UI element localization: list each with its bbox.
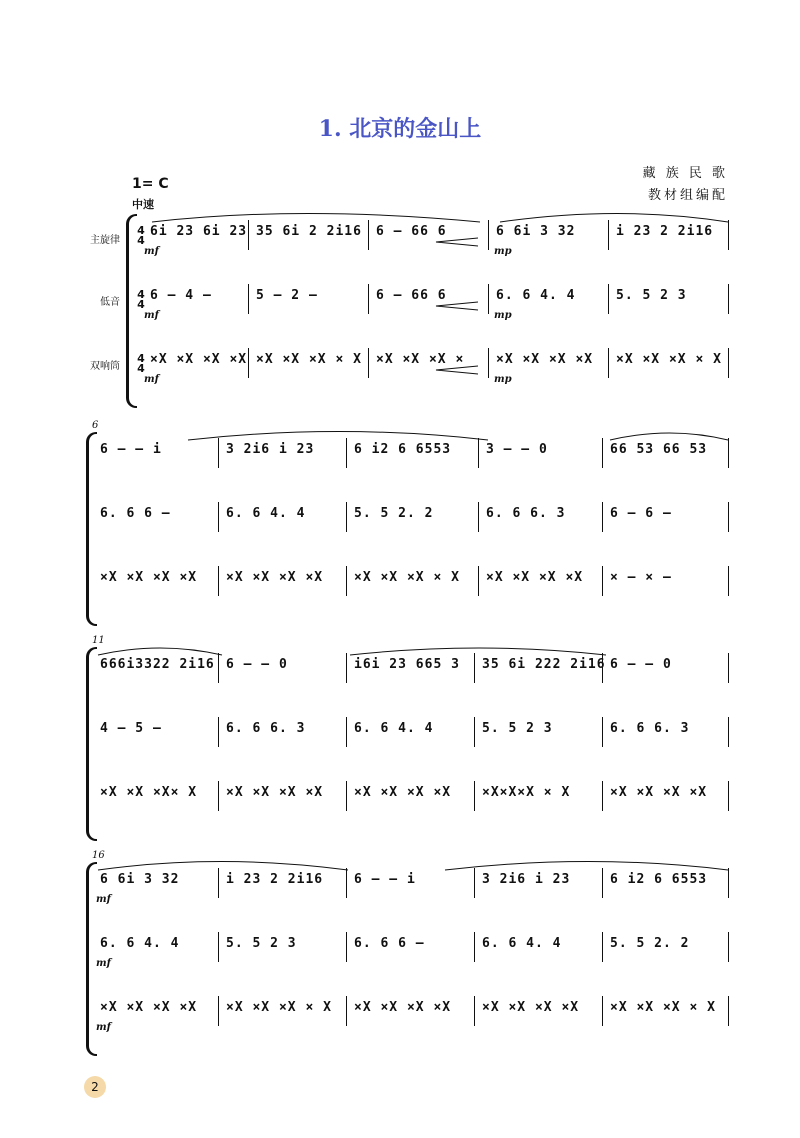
measure-notes: 6. 6 6 – (100, 506, 171, 521)
measure-number: 16 (92, 850, 105, 861)
key-signature: 1= C (132, 176, 169, 192)
time-signature: 4 4 (137, 288, 145, 311)
measure-notes: × – × – (610, 570, 672, 585)
measure-notes: 6 – – i (100, 442, 162, 457)
dynamic-marking: mp (494, 310, 512, 321)
credit-origin: 藏 族 民 歌 (642, 166, 728, 181)
measure-notes: 5. 5 2 3 (616, 288, 687, 303)
measure-number: 6 (92, 420, 99, 431)
measure-notes: 35 6i 222 2i16 (482, 657, 606, 672)
measure-notes: 6 i2 6 6553 (610, 872, 708, 887)
measure-notes: 6 – 66 6 (376, 224, 447, 239)
measure-notes: 6. 6 6. 3 (226, 721, 306, 736)
measure-notes: 5. 5 2. 2 (354, 506, 434, 521)
page-number: 2 (84, 1076, 106, 1098)
measure-notes: 6 – 4 – (150, 288, 212, 303)
slur (152, 214, 480, 223)
measure-notes: ×X ×X ×X ×X (100, 1000, 198, 1015)
slur (98, 648, 222, 655)
part-label-melody: 主旋律 (90, 235, 120, 246)
measure-notes: ×X ×X ×X ×X (100, 570, 198, 585)
measure-notes: i 23 2 2i16 (226, 872, 324, 887)
measure-notes: 6 – – 0 (226, 657, 288, 672)
measure-notes: 6 6i 3 32 (100, 872, 180, 887)
measure-notes: ×X ×X ×X × X (616, 352, 722, 367)
slur (445, 862, 728, 871)
measure-notes: 6 – – i (354, 872, 416, 887)
dynamic-marking: mf (144, 246, 159, 257)
measure-notes: 6 i2 6 6553 (354, 442, 452, 457)
measure-notes: ×X ×X ×X × X (256, 352, 362, 367)
part-label-percussion: 双响筒 (90, 361, 120, 372)
measure-notes: ×X ×X ×X × X (610, 1000, 716, 1015)
measure-notes: 6. 6 4. 4 (226, 506, 306, 521)
measure-notes: 5 – 2 – (256, 288, 318, 303)
measure-notes: 6 – 66 6 (376, 288, 447, 303)
dynamic-marking: mp (494, 246, 512, 257)
crescendo-hairpin (436, 366, 478, 374)
measure-notes: 6 – 6 – (610, 506, 672, 521)
measure-notes: ×X×X×X × X (482, 785, 571, 800)
tempo-marking: 中速 (132, 198, 154, 211)
slur (500, 214, 728, 223)
measure-notes: ×X ×X ×X × X (226, 1000, 332, 1015)
part-label-bass: 低音 (100, 297, 120, 308)
measure-notes: 6. 6 6 – (354, 936, 425, 951)
measure-notes: i 23 2 2i16 (616, 224, 714, 239)
slur (610, 433, 728, 440)
measure-notes: 3 2i6 i 23 (226, 442, 315, 457)
time-signature: 4 4 (137, 352, 145, 375)
slur (350, 648, 606, 655)
measure-notes: 4 – 5 – (100, 721, 162, 736)
measure-notes: 6. 6 4. 4 (100, 936, 180, 951)
dynamic-marking: mf (144, 310, 159, 321)
measure-notes: 6. 6 4. 4 (482, 936, 562, 951)
slur (188, 432, 488, 441)
measure-notes: 6. 6 4. 4 (496, 288, 576, 303)
slur (98, 862, 348, 871)
measure-notes: i6i 23 665 3 (354, 657, 460, 672)
measure-notes: 35 6i 2 2i16 (256, 224, 362, 239)
measure-notes: 66 53 66 53 (610, 442, 708, 457)
measure-notes: ×X ×X ×X ×X (354, 785, 452, 800)
measure-notes: ×X ×X ×X ×X (610, 785, 708, 800)
dynamic-marking: mp (494, 374, 512, 385)
dynamic-marking: mf (96, 958, 111, 969)
measure-notes: 5. 5 2 3 (226, 936, 297, 951)
measure-notes: ×X ×X ×X ×X (150, 352, 248, 367)
credit-arranger: 教材组编配 (647, 188, 728, 203)
measure-notes: ×X ×X ×X ×X (354, 1000, 452, 1015)
measure-notes: 6. 6 6. 3 (486, 506, 566, 521)
time-signature: 4 4 (137, 224, 145, 247)
measure-notes: ×X ×X ×X ×X (496, 352, 594, 367)
crescendo-hairpin (436, 302, 478, 310)
measure-notes: 5. 5 2 3 (482, 721, 553, 736)
measure-notes: 666i3322 2i16 (100, 657, 215, 672)
dynamic-marking: mf (96, 894, 111, 905)
measure-notes: ×X ×X ×X× X (100, 785, 198, 800)
dynamic-marking: mf (144, 374, 159, 385)
measure-notes: 6i 23 6i 23 (150, 224, 248, 239)
measure-notes: 6 6i 3 32 (496, 224, 576, 239)
page-title: 1. 北京的金山上 (318, 116, 482, 142)
measure-notes: ×X ×X ×X ×X (226, 570, 324, 585)
measure-number: 11 (92, 635, 105, 646)
measure-notes: 6 – – 0 (610, 657, 672, 672)
crescendo-hairpin (436, 238, 478, 246)
measure-notes: 6. 6 6. 3 (610, 721, 690, 736)
measure-notes: ×X ×X ×X ×X (482, 1000, 580, 1015)
measure-notes: ×X ×X ×X ×X (486, 570, 584, 585)
measure-notes: 3 – – 0 (486, 442, 548, 457)
measure-notes: ×X ×X ×X × (376, 352, 465, 367)
measure-notes: ×X ×X ×X × X (354, 570, 460, 585)
measure-notes: 3 2i6 i 23 (482, 872, 571, 887)
measure-notes: ×X ×X ×X ×X (226, 785, 324, 800)
dynamic-marking: mf (96, 1022, 111, 1033)
measure-notes: 5. 5 2. 2 (610, 936, 690, 951)
measure-notes: 6. 6 4. 4 (354, 721, 434, 736)
